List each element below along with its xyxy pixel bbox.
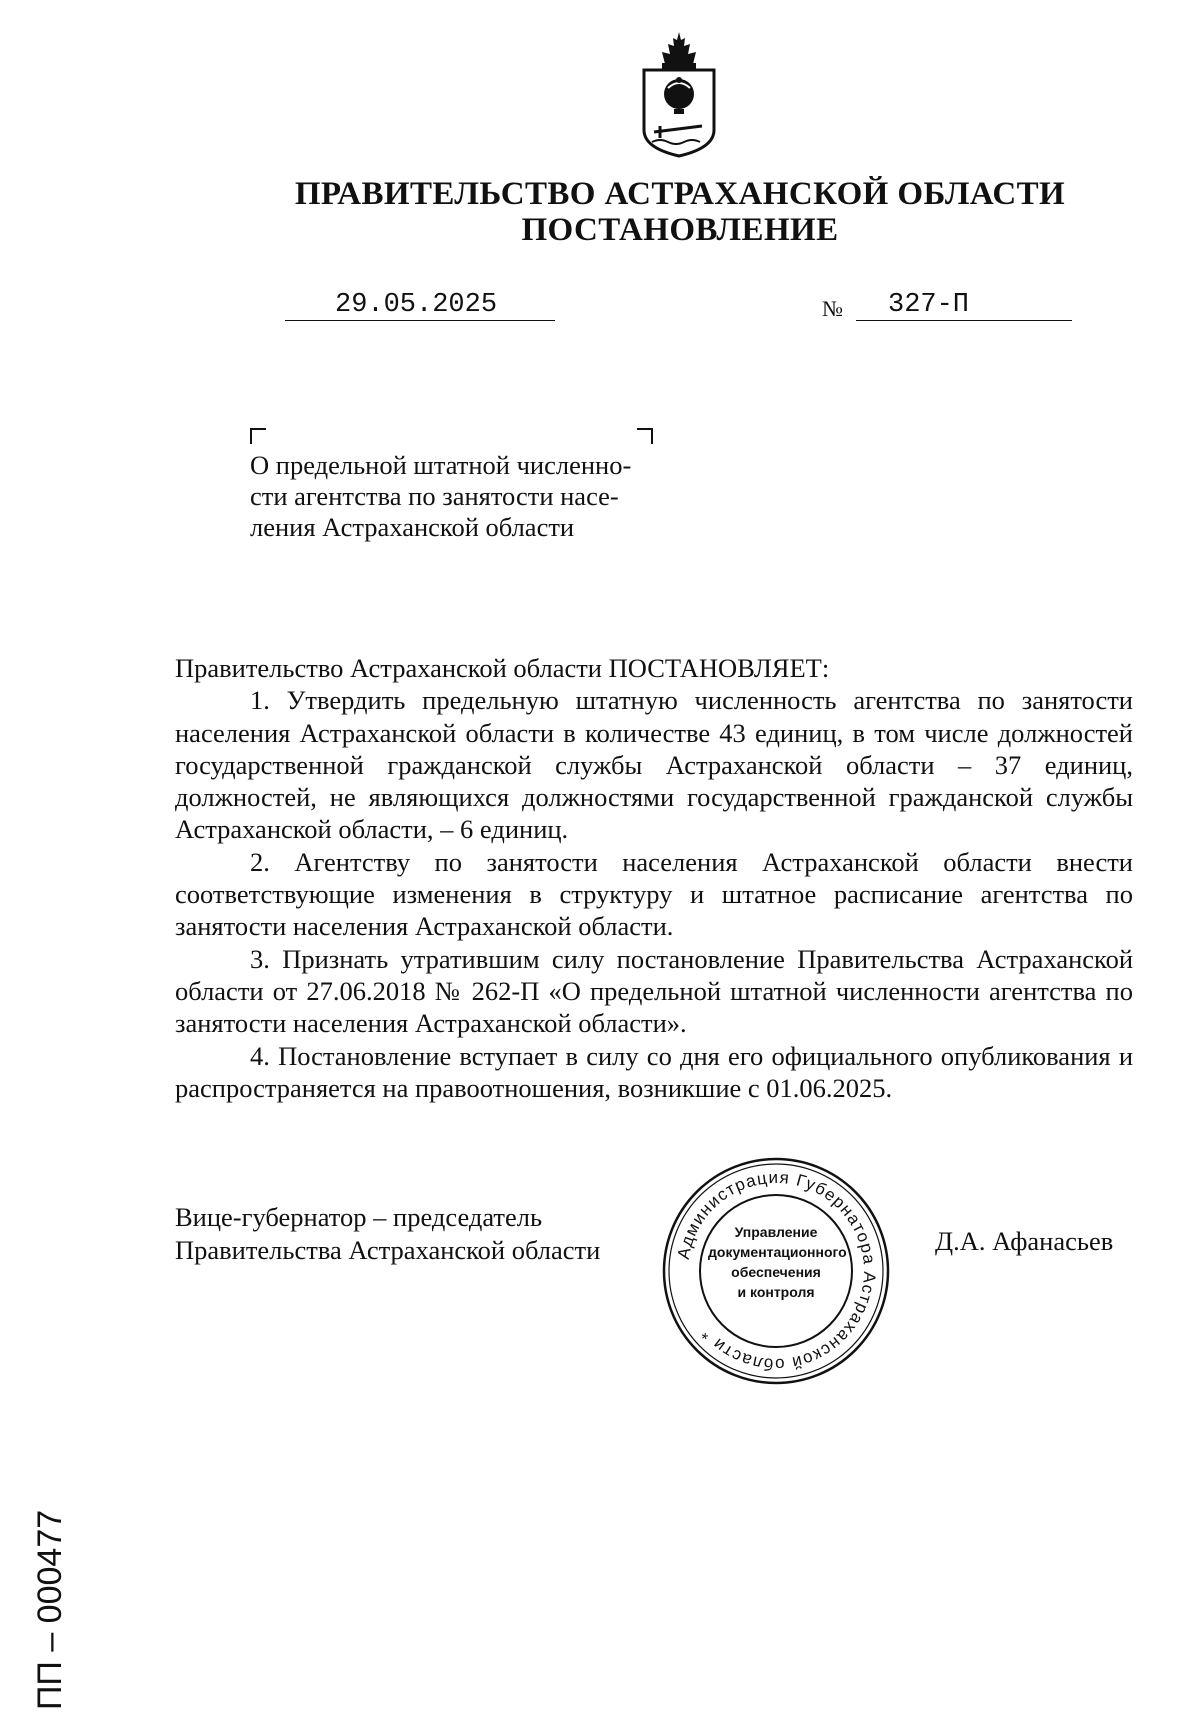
- org-title: ПРАВИТЕЛЬСТВО АСТРАХАНСКОЙ ОБЛАСТИ: [294, 176, 1066, 212]
- subject-line: О предельной штатной численно-: [250, 450, 632, 480]
- signatory-position-line: Правительства Астраханской области: [175, 1235, 601, 1265]
- subject-corner-left: [250, 428, 266, 444]
- signatory-position-line: Вице-губернатор – председатель: [175, 1202, 543, 1232]
- resolution-item-4: 4. Постановление вступает в силу со дня его официального опубликования и распространяется на правоотношения, возникшие с 01.06.2025.: [175, 1040, 1133, 1103]
- preamble: Правительство Астраханской области ПОСТАНОВЛЯЕТ:: [175, 653, 830, 683]
- stamp-line: и контроля: [737, 1284, 815, 1300]
- stamp-inner-text: [708, 1222, 847, 1302]
- resolution-item-2: 2. Агентству по занятости населения Астраханской области внести соответствующие изменения в структуру и штатное расписание агентства по занятости населения Астраханской области.: [175, 846, 1133, 942]
- signatory-position: [175, 1201, 600, 1267]
- subject-line: ления Астраханской области: [250, 512, 575, 542]
- resolution-item-3: 3. Признать утратившим силу постановление Правительства Астраханской области от 27.06.2018 № 262-П «О предельной штатной численности агентства по занятости населения Астраханской области».: [175, 943, 1133, 1039]
- signatory-name: Д.А. Афанасьев: [935, 1226, 1114, 1256]
- doc-type-title: ПОСТАНОВЛЕНИЕ: [521, 212, 839, 248]
- stamp-line: документационного: [708, 1244, 847, 1260]
- document-number: 327-П: [856, 290, 1072, 321]
- stamp-line: обеспечения: [731, 1264, 821, 1280]
- document-date: 29.05.2025: [285, 290, 555, 321]
- registration-code: ПП – 000477: [31, 1509, 69, 1710]
- document-subject: [250, 450, 655, 543]
- number-label: №: [822, 296, 843, 321]
- document-body: [175, 652, 1133, 1104]
- stamp-ring-text: Администрация Губернатора Астраханской области *: [673, 1167, 880, 1375]
- stamp-line: Управление: [734, 1224, 818, 1240]
- subject-corner-right: [637, 428, 653, 444]
- resolution-item-1: 1. Утвердить предельную штатную численность агентства по занятости населения Астраханской области в количестве 43 единиц, в том числе должностей государственной гражданской службы Астраханской области – 37 единиц, должностей, не являющихся должностями государственной гражданской службы Астраханской области, – 6 единиц.: [175, 685, 1133, 845]
- astrakhan-coat-of-arms-icon: [638, 30, 720, 158]
- subject-line: сти агентства по занятости насе-: [250, 481, 619, 511]
